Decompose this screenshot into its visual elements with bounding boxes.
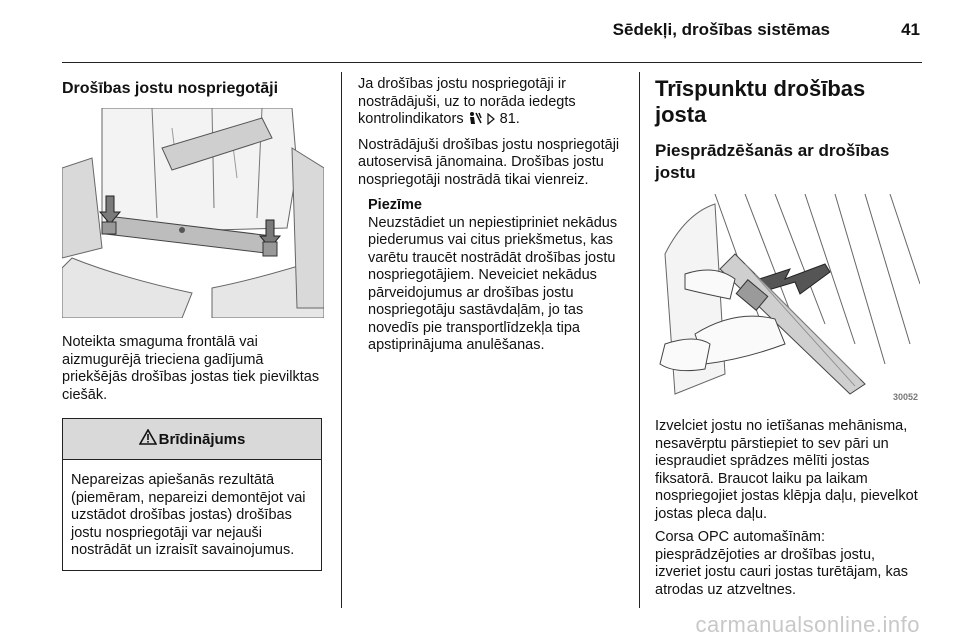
page-reference-icon bbox=[486, 113, 496, 131]
warning-triangle-icon bbox=[139, 429, 159, 449]
warning-text: Nepareizas apiešanās rezultātā (piemēram, nepareizi demontējot vai uzstādot drošības jostas) drošības jostu nospriegotāji var nejauši nostrādāt un izraisīt savainojumus. bbox=[71, 472, 306, 558]
note-label: Piezīme bbox=[368, 197, 422, 213]
warning-body bbox=[63, 460, 321, 570]
fastening-instructions: Izvelciet jostu no ietīšanas mehānisma, nesavērptu pārstiepiet to sev pāri un iespraudiet sprādzes mēlīti jostas fiksatorā. Braucot laiku pa laikam nospriegojiet jostas klēpja daļu, pievelkot jostas pleca daļu. bbox=[655, 418, 918, 522]
section-heading-pretensioners: Drošības jostu nospriegotāji bbox=[62, 80, 279, 97]
indicator-paragraph bbox=[358, 76, 624, 131]
column-divider-left bbox=[341, 72, 342, 608]
indicator-text: Ja drošības jostu nospriegotāji ir nostrādājuši, uz to norāda iedegts kontrolindikators bbox=[358, 76, 576, 127]
fastening-illustration bbox=[655, 194, 920, 404]
page-header-title: Sēdekļi, drošības sistēmas bbox=[612, 20, 830, 39]
figure-code: 30052 bbox=[892, 392, 918, 402]
watermark: carmanualsonline.info bbox=[695, 612, 920, 637]
header-rule bbox=[62, 62, 922, 63]
page-number: 41 bbox=[901, 20, 920, 39]
replacement-paragraph: Nostrādājuši drošības jostu nospriegotāji autoservisā jānomaina. Drošības jostu nospriegotāji nostrādā tikai vienreiz. bbox=[358, 136, 620, 188]
pretensioner-illustration bbox=[62, 108, 324, 318]
seatbelt-indicator-icon bbox=[468, 111, 482, 131]
column-1 bbox=[62, 76, 324, 571]
column-3 bbox=[655, 76, 920, 605]
warning-box bbox=[62, 418, 322, 571]
subheading-fastening: Piesprādzēšanās ar drošības jostu bbox=[655, 141, 890, 182]
note-text: Neuzstādiet un nepiestipriniet nekādus piederumus vai citus priekšmetus, kas varētu traucēt nostrādāt drošības jostu nospriegotājiem. Neveiciet nekādus pārveidojumus ar drošības jostu nospriegotāju sastāvdaļām, jo tas novedīs pie transportlīdzekļa tipa apstiprinājuma anulēšanas. bbox=[368, 214, 618, 353]
warning-header bbox=[63, 419, 321, 460]
note-block bbox=[358, 197, 624, 355]
warning-title: Brīdinājums bbox=[158, 430, 246, 448]
column-2 bbox=[358, 76, 624, 361]
pretensioner-description: Noteikta smaguma frontālā vai aizmugurējā trieciena gadījumā priekšējās drošības jostas tiek pievilktas ciešāk. bbox=[62, 334, 320, 403]
indicator-page-ref: 81. bbox=[499, 111, 520, 127]
column-divider-right bbox=[639, 72, 640, 608]
opc-note: Corsa OPC automašīnām: piesprādzējoties ar drošības jostu, izveriet jostu cauri jostas turētājam, kas atrodas uz atzveltnes. bbox=[655, 529, 909, 598]
section-heading-three-point-belt: Trīspunktu drošības josta bbox=[655, 76, 866, 127]
